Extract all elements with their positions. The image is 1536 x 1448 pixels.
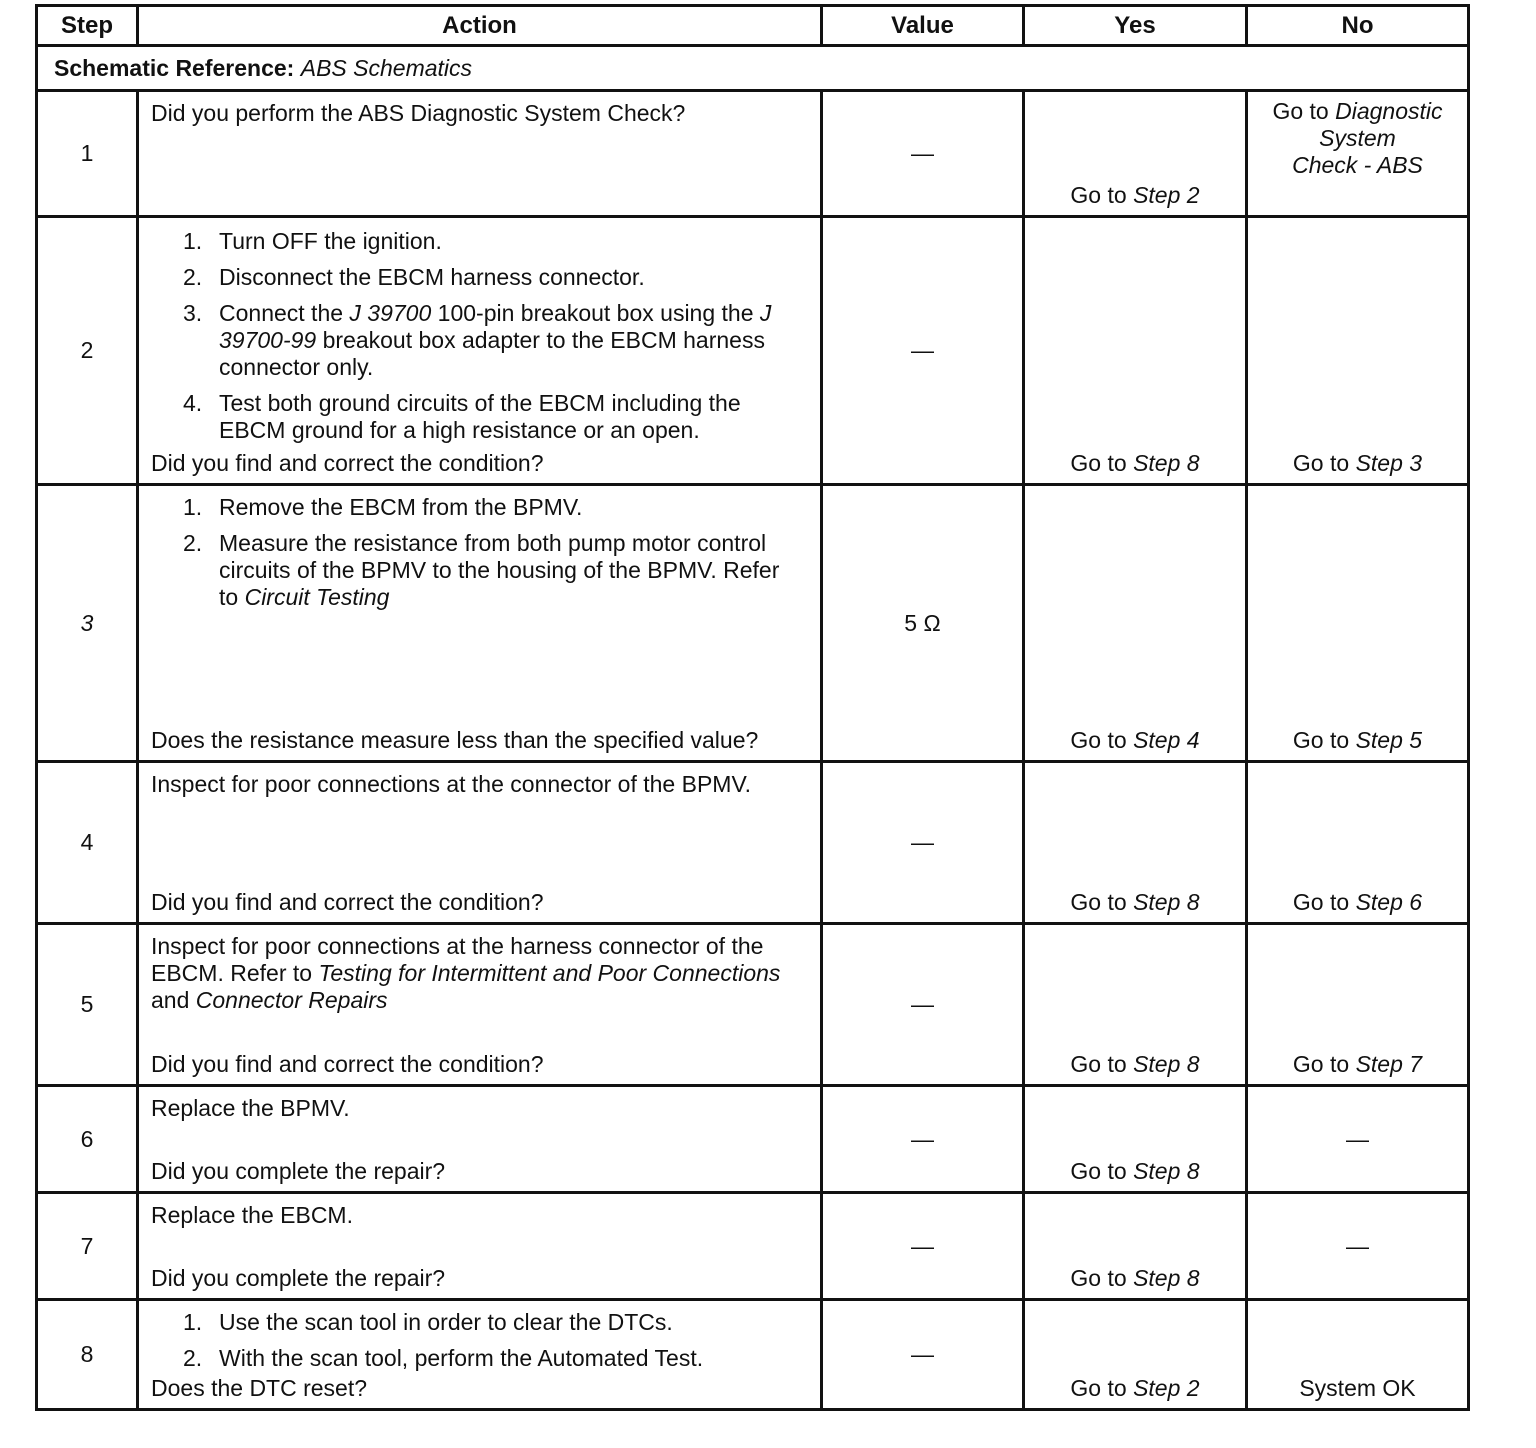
- no-link: Step 5: [1355, 727, 1423, 753]
- list-item: 1. Remove the EBCM from the BPMV.: [183, 494, 583, 520]
- action-question: Did you find and correct the condition?: [151, 889, 544, 915]
- step-number: 1: [37, 91, 138, 217]
- no-link: Step 6: [1355, 889, 1423, 915]
- yes-cell: Go to Step 8: [1024, 924, 1247, 1086]
- action-cell: [138, 762, 822, 924]
- table-row: [37, 762, 1469, 924]
- yes-cell: Go to Step 8: [1024, 1086, 1247, 1193]
- step-number: 5: [37, 924, 138, 1086]
- step-number: 8: [37, 1300, 138, 1410]
- yes-link: Step 8: [1133, 889, 1200, 915]
- step-number: 2: [37, 217, 138, 485]
- no-cell: [1247, 1300, 1469, 1410]
- action-cell: [138, 1300, 822, 1410]
- action-cell: [138, 91, 822, 217]
- yes-link: Step 2: [1133, 182, 1200, 208]
- yes-link: Step 8: [1133, 1051, 1200, 1077]
- header-no: No: [1247, 6, 1469, 46]
- list-item: 4. Test both ground circuits of the EBCM including the EBCM ground for a high resistance or an open.: [183, 390, 741, 443]
- action-question: Did you find and correct the condition?: [151, 1051, 544, 1077]
- header-row: [37, 6, 1469, 46]
- yes-link: Step 8: [1133, 450, 1200, 476]
- no-link: Step 7: [1355, 1051, 1423, 1077]
- action-cell: Inspect for poor connections at the harness connector of the EBCM. Refer to Testing for Intermittent and Poor Connections and Connector Repairs Did you find and correct the condition?: [138, 924, 822, 1086]
- table-row: [37, 1300, 1469, 1410]
- yes-link: Step 8: [1133, 1265, 1200, 1291]
- action-cell: [138, 217, 822, 485]
- action-question: Did you complete the repair?: [151, 1158, 446, 1184]
- action-steps: [151, 494, 804, 611]
- yes-cell: Go to Step 4: [1024, 485, 1247, 762]
- yes-cell: Go to Step 8: [1024, 217, 1247, 485]
- value-cell: —: [822, 924, 1024, 1086]
- step-number: 4: [37, 762, 138, 924]
- action-question: Does the DTC reset?: [151, 1375, 368, 1401]
- yes-cell: Go to Step 2: [1024, 1300, 1247, 1410]
- value-cell: 5 Ω: [822, 485, 1024, 762]
- table-row: [37, 1086, 1469, 1193]
- action-text: Replace the BPMV.: [151, 1095, 350, 1121]
- list-item: 1. Turn OFF the ignition.: [183, 228, 442, 254]
- no-link: Diagnostic: [1335, 98, 1443, 124]
- no-cell: Go to Step 3: [1247, 217, 1469, 485]
- action-text: Inspect for poor connections at the connector of the BPMV.: [151, 771, 752, 797]
- header-action: Action: [138, 6, 822, 46]
- yes-link: Step 4: [1133, 727, 1200, 753]
- no-cell: Go to Step 7: [1247, 924, 1469, 1086]
- action-steps: [151, 228, 804, 444]
- step-number: 7: [37, 1193, 138, 1300]
- value-cell: —: [822, 1300, 1024, 1410]
- action-question: Does the resistance measure less than the specified value?: [151, 727, 759, 753]
- step-number: 3: [37, 485, 138, 762]
- action-question: Did you complete the repair?: [151, 1265, 446, 1291]
- value-cell: —: [822, 762, 1024, 924]
- list-item: 3. Connect the J 39700 100-pin breakout box using the J 39700-99 breakout box adapter to the EBCM harness connector only.: [183, 300, 772, 380]
- value-cell: —: [822, 1193, 1024, 1300]
- no-cell: Go to Step 6: [1247, 762, 1469, 924]
- reference-label: Schematic Reference:: [54, 54, 295, 81]
- no-cell: Go to Diagnostic System Check - ABS: [1247, 91, 1469, 217]
- step-number: 6: [37, 1086, 138, 1193]
- schematic-reference: [37, 46, 1469, 91]
- table-row: [37, 924, 1469, 1086]
- header-yes: Yes: [1024, 6, 1247, 46]
- table-row: [37, 485, 1469, 762]
- no-cell: Go to Step 5: [1247, 485, 1469, 762]
- action-text: Did you perform the ABS Diagnostic System Check?: [151, 100, 686, 126]
- list-item: 2. Measure the resistance from both pump motor control circuits of the BPMV to the housing of the BPMV. Refer to Circuit Testing: [183, 530, 780, 610]
- value-cell: —: [822, 217, 1024, 485]
- no-cell: —: [1247, 1086, 1469, 1193]
- list-item: 2. Disconnect the EBCM harness connector.: [183, 264, 645, 290]
- header-value: Value: [822, 6, 1024, 46]
- yes-cell: Go to Step 2: [1024, 91, 1247, 217]
- yes-link: Step 8: [1133, 1158, 1200, 1184]
- action-cell: [138, 485, 822, 762]
- action-cell: [138, 1086, 822, 1193]
- action-question: Did you find and correct the condition?: [151, 450, 544, 476]
- action-text: Replace the EBCM.: [151, 1202, 353, 1228]
- list-item: 1. Use the scan tool in order to clear the DTCs.: [183, 1309, 673, 1335]
- no-text: System OK: [1299, 1375, 1416, 1401]
- header-step: Step: [37, 6, 138, 46]
- yes-cell: Go to Step 8: [1024, 762, 1247, 924]
- table-row: [37, 217, 1469, 485]
- action-cell: [138, 1193, 822, 1300]
- table-row: [37, 91, 1469, 217]
- action-steps: [151, 1309, 804, 1372]
- schematic-reference-row: [37, 46, 1469, 91]
- no-cell: —: [1247, 1193, 1469, 1300]
- no-link: Step 3: [1355, 450, 1423, 476]
- list-item: 2. With the scan tool, perform the Automated Test.: [183, 1345, 704, 1371]
- yes-link: Step 2: [1133, 1375, 1200, 1401]
- value-cell: —: [822, 1086, 1024, 1193]
- reference-value: ABS Schematics: [300, 54, 473, 81]
- value-cell: —: [822, 91, 1024, 217]
- diagnostic-table: [35, 4, 1470, 1411]
- table-row: [37, 1193, 1469, 1300]
- yes-cell: Go to Step 8: [1024, 1193, 1247, 1300]
